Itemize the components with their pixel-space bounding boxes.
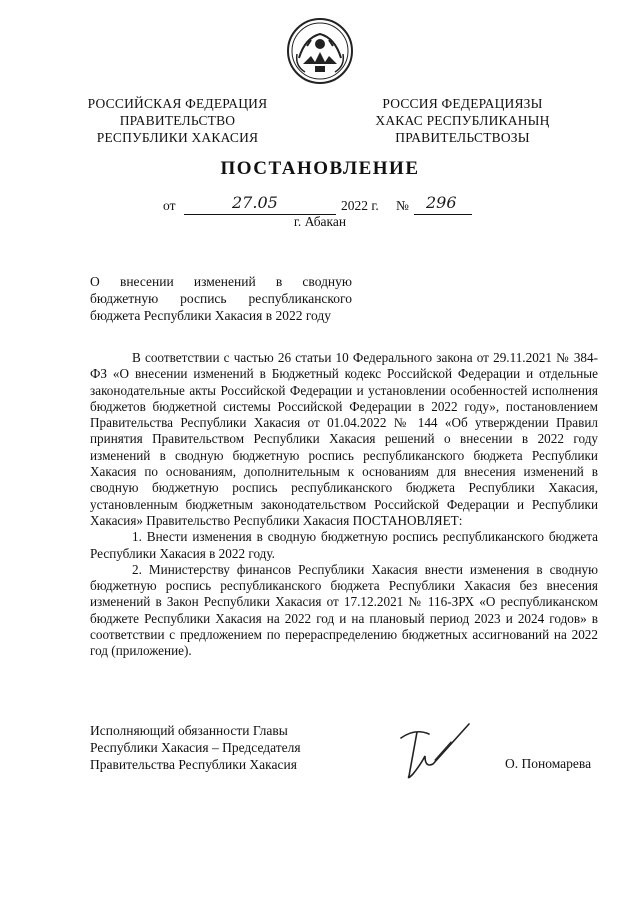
signatory-position-line: Исполняющий обязанности Главы — [90, 723, 288, 738]
number-handwritten: 296 — [426, 193, 457, 212]
date-prefix: от — [163, 198, 176, 213]
signatory-position — [90, 722, 330, 773]
signatory-name: О. Пономарева — [505, 756, 592, 771]
header-right-line: ПРАВИТЕЛЬСТВОЗЫ — [395, 130, 530, 145]
signatory-position-line: Правительства Республики Хакасия — [90, 757, 297, 772]
number-label: № — [396, 198, 409, 213]
header-right-line: РОССИЯ ФЕДЕРАЦИЯЗЫ — [382, 96, 543, 111]
header-left — [75, 95, 280, 146]
header-right-line: ХАКАС РЕСПУБЛИКАНЫҢ — [375, 113, 550, 128]
date-handwritten: 27.05 — [232, 193, 278, 212]
document-subject: О внесении изменений в сводную бюджетную роспись республиканского бюджета Республики Хакасия в 2022 году — [90, 274, 352, 323]
year-label: 2022 г. — [341, 198, 379, 213]
city-label: г. Абакан — [293, 214, 347, 229]
document-body — [90, 350, 598, 660]
body-paragraph: В соответствии с частью 26 статьи 10 Федерального закона от 29.11.2021 № 384-ФЗ «О внесении изменений в Бюджетный кодекс Российской Федерации и отдельные законодательные акты Российской Федерации и установлении особенностей исполнения бюджетов бюджетной системы Российской Федерации в 2022 году», постановлением Правительства Республики Хакасия от 01.04.2022 № 144 «Об утверждении Правил принятия Правительством Республики Хакасия решений о внесении в 2022 году изменений в сводную бюджетную роспись республиканского бюджета Республики Хакасия по основаниям, дополнительным к основаниям для внесения изменений в сводную бюджетную роспись республиканского бюджета Республики Хакасия, установленным бюджетным законодательством Российской Федерации и Республики Хакасия» Правительство Республики Хакасия ПОСТАНОВЛЯЕТ: — [90, 350, 598, 528]
header-left-line: РОССИЙСКАЯ ФЕДЕРАЦИЯ — [87, 96, 268, 111]
handwritten-signature-icon — [395, 720, 475, 782]
coat-of-arms-icon — [285, 16, 355, 86]
body-paragraph: 1. Внести изменения в сводную бюджетную роспись республиканского бюджета Республики Хакасия в 2022 году. — [90, 529, 598, 561]
header-right — [360, 95, 565, 146]
body-paragraph: 2. Министерству финансов Республики Хакасия внести изменения в сводную бюджетную роспись республиканского бюджета Республики Хакасия без внесения изменений в Закон Республики Хакасия от 17.12.2021 № 116-ЗРХ «О республиканском бюджете Республики Хакасия на 2022 год и на плановый период 2023 и 2024 годов» в соответствии с предложением по перераспределению бюджетных ассигнований на 2022 год (приложение). — [90, 561, 598, 659]
signatory-position-line: Республики Хакасия – Председателя — [90, 740, 301, 755]
header-left-line: РЕСПУБЛИКИ ХАКАСИЯ — [96, 130, 259, 145]
document-title: ПОСТАНОВЛЕНИЕ — [220, 158, 420, 179]
header-left-line: ПРАВИТЕЛЬСТВО — [119, 113, 236, 128]
